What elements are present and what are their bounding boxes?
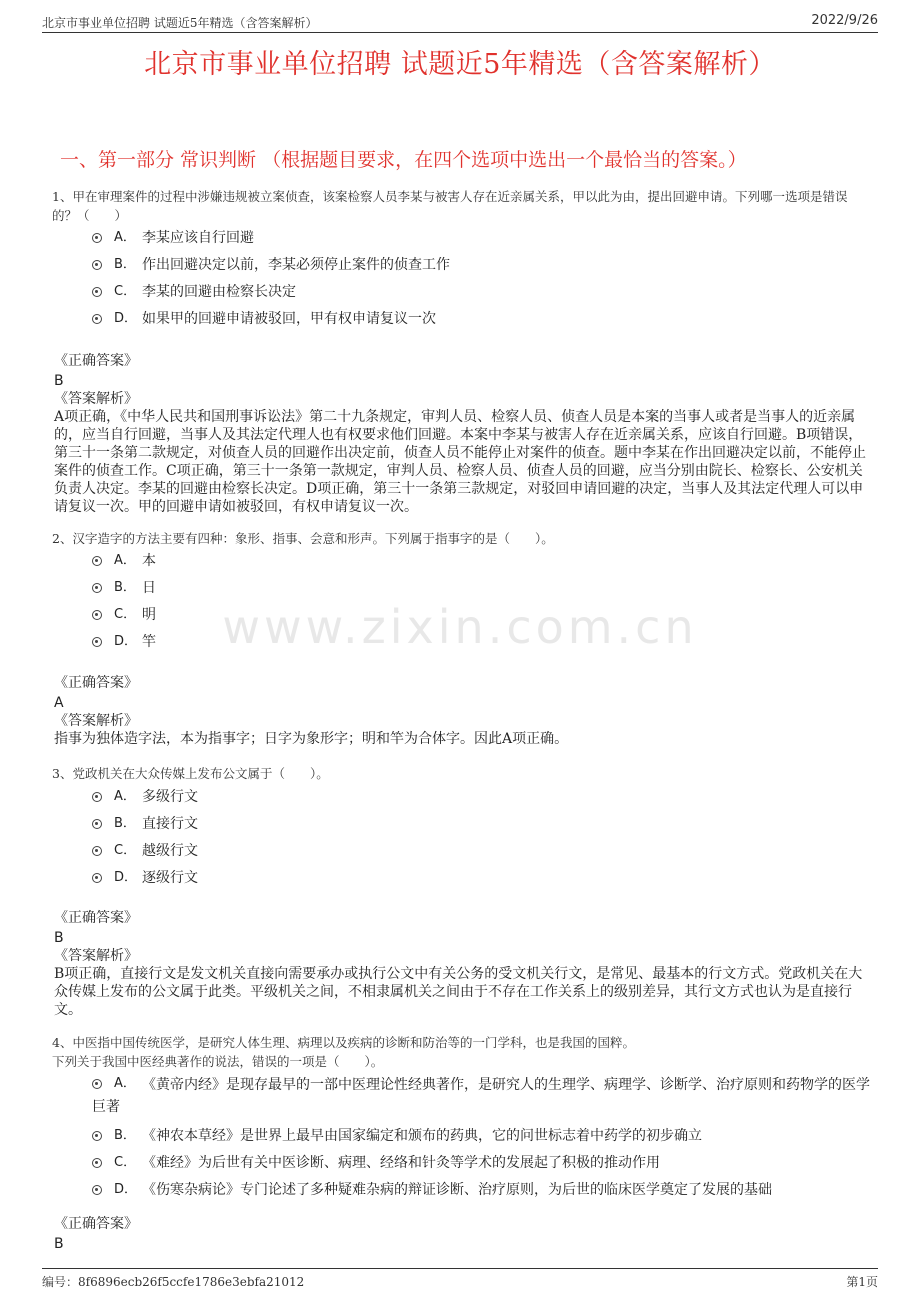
radio-icon[interactable] [92, 260, 102, 270]
page-header [42, 10, 878, 33]
option-3a[interactable]: A． 多级行文 [92, 787, 872, 814]
answer-block-2 [54, 674, 866, 748]
option-4b[interactable]: B． 《神农本草经》是世界上最早由国家编定和颁布的药典，它的问世标志着中药学的初步确立 [92, 1126, 872, 1153]
section-heading: 一、第一部分 常识判断 （根据题目要求，在四个选项中选出一个最恰当的答案。） [60, 149, 747, 171]
explanation-text: A项正确，《中华人民共和国刑事诉讼法》第二十九条规定，审判人员、检察人员、侦查人员是本案的当事人或者是当事人的近亲属的，应当自行回避，当事人及其法定代理人也有权要求他们回避。本案中李某与被害人存在近亲属关系，应该自行回避。B项错误，第三十一条第二款规定，对侦查人员的回避作出决定前，侦查人员不能停止对案件的侦查。题中李某在作出回避决定以前，不能停止案件的侦查工作。C项正确，第三十一条第一款规定，审判人员、检察人员、侦查人员的回避，应当分别由院长、检察长、公安机关负责人决定。李某的回避由检察长决定。D项正确，第三十一条第三款规定，对驳回申请回避的决定，当事人及其法定代理人可以申请复议一次。甲的回避申请如被驳回，有权申请复议一次。 [54, 409, 866, 515]
answer-label: 《正确答案》 [54, 353, 138, 369]
option-1a[interactable]: A． 李某应该自行回避 [92, 228, 872, 255]
question-4-options [92, 1074, 872, 1207]
option-3b[interactable]: B． 直接行文 [92, 814, 872, 841]
header-date: 2022/9/26 [811, 13, 878, 28]
radio-icon[interactable] [92, 1079, 102, 1089]
answer-value: B [54, 930, 64, 946]
page-title: 北京市事业单位招聘 试题近5年精选（含答案解析） [144, 49, 776, 80]
question-4-stem-line2: 下列关于我国中医经典著作的说法，错误的一项是（ ）。 [52, 1054, 384, 1069]
option-2d[interactable]: D． 竿 [92, 632, 872, 659]
radio-icon[interactable] [92, 610, 102, 620]
answer-value: A [54, 695, 64, 711]
radio-icon[interactable] [92, 583, 102, 593]
explanation-label: 《答案解析》 [54, 713, 138, 729]
page-number: 第1页 [846, 1275, 878, 1289]
question-3-options [92, 787, 872, 895]
page-footer [42, 1268, 878, 1291]
radio-icon[interactable] [92, 819, 102, 829]
radio-icon[interactable] [92, 846, 102, 856]
question-4-stem [52, 1033, 872, 1071]
question-3-stem: 3、党政机关在大众传媒上发布公文属于（ ）。 [52, 766, 329, 781]
radio-icon[interactable] [92, 1131, 102, 1141]
explanation-label: 《答案解析》 [54, 948, 138, 964]
radio-icon[interactable] [92, 1158, 102, 1168]
radio-icon[interactable] [92, 637, 102, 647]
explanation-text: 指事为独体造字法，本为指事字；日字为象形字；明和竿为合体字。因此A项正确。 [54, 731, 569, 747]
question-2-options [92, 551, 872, 659]
question-4-stem-line1: 4、中医指中国传统医学，是研究人体生理、病理以及疾病的诊断和防治等的一门学科，也是我国的国粹。 [52, 1035, 635, 1050]
option-4c[interactable]: C． 《难经》为后世有关中医诊断、病理、经络和针灸等学术的发展起了积极的推动作用 [92, 1153, 872, 1180]
header-doc-title: 北京市事业单位招聘 试题近5年精选（含答案解析） [42, 16, 318, 30]
radio-icon[interactable] [92, 314, 102, 324]
question-2-stem: 2、汉字造字的方法主要有四种：象形、指事、会意和形声。下列属于指事字的是（ ）。 [52, 531, 554, 546]
explanation-label: 《答案解析》 [54, 391, 138, 407]
answer-label: 《正确答案》 [54, 910, 138, 926]
option-3d[interactable]: D． 逐级行文 [92, 868, 872, 895]
answer-label: 《正确答案》 [54, 675, 138, 691]
question-1-options [92, 228, 872, 336]
option-2a[interactable]: A． 本 [92, 551, 872, 578]
radio-icon[interactable] [92, 287, 102, 297]
answer-block-3 [54, 909, 866, 1019]
option-4d[interactable]: D． 《伤寒杂病论》专门论述了多种疑难杂病的辩证诊断、治疗原则，为后世的临床医学奠定了发展的基础 [92, 1180, 872, 1207]
option-2c[interactable]: C． 明 [92, 605, 872, 632]
option-4a[interactable]: A． 《黄帝内经》是现存最早的一部中医理论性经典著作，是研究人的生理学、病理学、诊断学、治疗原则和药物学的医学巨著 [92, 1076, 870, 1115]
option-1b[interactable]: B． 作出回避决定以前，李某必须停止案件的侦查工作 [92, 255, 872, 282]
watermark: www.zixin.com.cn [222, 600, 698, 654]
explanation-text: B项正确，直接行文是发文机关直接向需要承办或执行公文中有关公务的受文机关行文，是常见、最基本的行文方式。党政机关在大众传媒上发布的公文属于此类。平级机关之间，不相隶属机关之间由于不存在工作关系上的级别差异，其行文方式也认为是直接行文。 [54, 966, 863, 1018]
option-1d[interactable]: D． 如果甲的回避申请被驳回，甲有权申请复议一次 [92, 309, 872, 336]
radio-icon[interactable] [92, 792, 102, 802]
answer-label: 《正确答案》 [54, 1216, 138, 1232]
radio-icon[interactable] [92, 556, 102, 566]
option-2b[interactable]: B． 日 [92, 578, 872, 605]
answer-block-4 [54, 1215, 866, 1253]
document-id: 编号：8f6896ecb26f5ccfe1786e3ebfa21012 [42, 1275, 305, 1289]
answer-value: B [54, 1236, 64, 1252]
question-1-stem: 1、甲在审理案件的过程中涉嫌违规被立案侦查，该案检察人员李某与被害人存在近亲属关系，甲以此为由，提出回避申请。下列哪一选项是错误的？（ ） [52, 189, 848, 223]
option-1c[interactable]: C． 李某的回避由检察长决定 [92, 282, 872, 309]
radio-icon[interactable] [92, 233, 102, 243]
answer-block-1 [54, 352, 866, 516]
answer-value: B [54, 373, 64, 389]
radio-icon[interactable] [92, 873, 102, 883]
option-3c[interactable]: C． 越级行文 [92, 841, 872, 868]
radio-icon[interactable] [92, 1185, 102, 1195]
